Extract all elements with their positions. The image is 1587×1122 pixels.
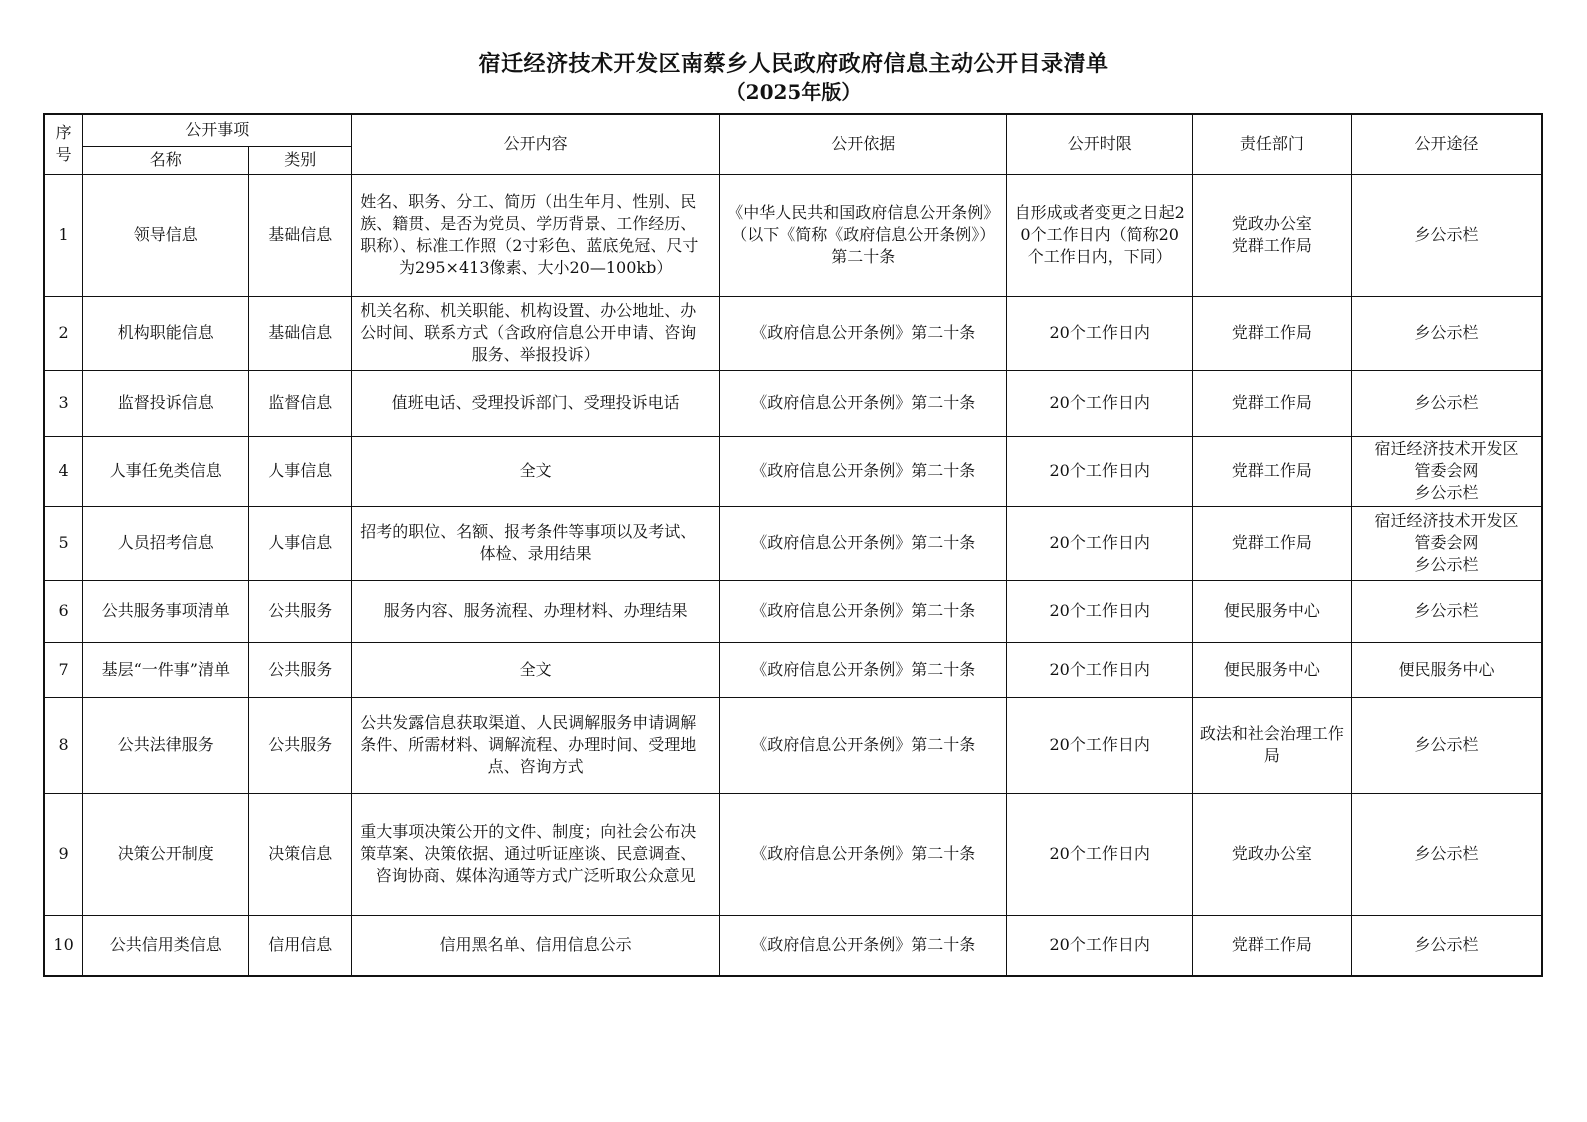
cell-category: 人事信息: [249, 436, 352, 506]
cell-time-limit: 20个工作日内: [1007, 370, 1192, 436]
table-row: [44, 506, 1542, 580]
cell-channel-line: 乡公示栏: [1414, 735, 1479, 754]
cell-name: 公共法律服务: [83, 697, 249, 793]
cell-time-limit: 20个工作日内: [1007, 296, 1192, 370]
table-row: [44, 915, 1542, 976]
cell-department: [1192, 506, 1351, 580]
table-body: [44, 174, 1542, 976]
cell-category: 人事信息: [249, 506, 352, 580]
disclosure-catalog-table: [43, 113, 1543, 977]
cell-department-line: 党群工作局: [1231, 533, 1312, 552]
cell-department: [1192, 642, 1351, 697]
cell-department: [1192, 793, 1351, 915]
cell-category: 决策信息: [249, 793, 352, 915]
table-row: [44, 697, 1542, 793]
cell-index: 7: [44, 642, 83, 697]
cell-time-limit: 20个工作日内: [1007, 642, 1192, 697]
cell-content: 公共发露信息获取渠道、人民调解服务申请调解条件、所需材料、调解流程、办理时间、受理地点、咨询方式: [352, 697, 720, 793]
cell-department: [1192, 697, 1351, 793]
table-row: [44, 436, 1542, 506]
cell-category: 基础信息: [249, 174, 352, 296]
cell-channel: [1351, 642, 1542, 697]
cell-category: 公共服务: [249, 697, 352, 793]
header-index: [44, 114, 83, 174]
cell-basis: 《政府信息公开条例》第二十条: [720, 370, 1007, 436]
cell-basis: 《政府信息公开条例》第二十条: [720, 697, 1007, 793]
cell-name: 决策公开制度: [83, 793, 249, 915]
table-row: [44, 793, 1542, 915]
cell-content: 值班电话、受理投诉部门、受理投诉电话: [352, 370, 720, 436]
cell-basis: 《政府信息公开条例》第二十条: [720, 436, 1007, 506]
cell-name: 机构职能信息: [83, 296, 249, 370]
header-department: 责任部门: [1192, 114, 1351, 174]
cell-index: 9: [44, 793, 83, 915]
cell-name: 公共服务事项清单: [83, 580, 249, 642]
cell-department: [1192, 370, 1351, 436]
cell-time-limit: 20个工作日内: [1007, 506, 1192, 580]
cell-channel-line: 乡公示栏: [1414, 483, 1479, 502]
cell-index: 4: [44, 436, 83, 506]
cell-channel-line: 乡公示栏: [1414, 844, 1479, 863]
cell-content: 重大事项决策公开的文件、制度；向社会公布决策草案、决策依据、通过听证座谈、民意调查、咨询协商、媒体沟通等方式广泛听取公众意见: [352, 793, 720, 915]
cell-department-line: 政法和社会治理工作局: [1199, 724, 1344, 765]
cell-channel-line: 乡公示栏: [1414, 935, 1479, 955]
table-row: [44, 580, 1542, 642]
cell-department-line: 党群工作局: [1231, 236, 1312, 255]
cell-time-limit: 20个工作日内: [1007, 697, 1192, 793]
cell-name: 领导信息: [83, 174, 249, 296]
cell-content: 全文: [352, 642, 720, 697]
cell-channel: [1351, 296, 1542, 370]
cell-department-line: 党群工作局: [1231, 393, 1312, 412]
cell-basis: 《政府信息公开条例》第二十条: [720, 580, 1007, 642]
cell-channel-line: 乡公示栏: [1414, 393, 1479, 412]
document-title: 宿迁经济技术开发区南蔡乡人民政府政府信息主动公开目录清单: [478, 51, 1109, 77]
cell-index: 5: [44, 506, 83, 580]
cell-index: 3: [44, 370, 83, 436]
header-channel: 公开途径: [1351, 114, 1542, 174]
cell-category: 监督信息: [249, 370, 352, 436]
cell-name: 公共信用类信息: [83, 915, 249, 976]
cell-time-limit: 20个工作日内: [1007, 915, 1192, 976]
cell-department-line: 党政办公室: [1231, 214, 1312, 233]
cell-channel: [1351, 580, 1542, 642]
header-time-limit: 公开时限: [1007, 114, 1192, 174]
cell-content: 招考的职位、名额、报考条件等事项以及考试、体检、录用结果: [352, 506, 720, 580]
cell-content: 信用黑名单、信用信息公示: [352, 915, 720, 976]
table-row: [44, 174, 1542, 296]
cell-index: 10: [44, 915, 83, 976]
header-content: 公开内容: [352, 114, 720, 174]
cell-department-line: 党政办公室: [1231, 844, 1312, 863]
cell-channel: [1351, 174, 1542, 296]
cell-channel-line: 乡公示栏: [1414, 601, 1479, 620]
table-row: [44, 642, 1542, 697]
cell-department: [1192, 915, 1351, 976]
cell-basis: 《政府信息公开条例》第二十条: [720, 642, 1007, 697]
cell-channel-line: 宿迁经济技术开发区: [1374, 439, 1519, 458]
cell-department-line: 党群工作局: [1231, 935, 1312, 955]
header-name: 名称: [83, 146, 249, 174]
cell-time-limit: 20个工作日内: [1007, 580, 1192, 642]
cell-channel: [1351, 915, 1542, 976]
cell-index: 6: [44, 580, 83, 642]
cell-index: 2: [44, 296, 83, 370]
cell-department-line: 党群工作局: [1231, 461, 1312, 480]
cell-department-line: 便民服务中心: [1223, 601, 1320, 620]
cell-department-line: 党群工作局: [1231, 323, 1312, 342]
cell-category: 基础信息: [249, 296, 352, 370]
document-subtitle: （2025年版）: [725, 80, 862, 104]
cell-index: 8: [44, 697, 83, 793]
cell-content: 机关名称、机关职能、机构设置、办公地址、办公时间、联系方式（含政府信息公开申请、咨询服务、举报投诉）: [352, 296, 720, 370]
cell-name: 人事任免类信息: [83, 436, 249, 506]
cell-channel-line: 便民服务中心: [1398, 659, 1495, 679]
cell-content: 服务内容、服务流程、办理材料、办理结果: [352, 580, 720, 642]
table-header: [44, 114, 1542, 174]
cell-category: 公共服务: [249, 642, 352, 697]
cell-basis: 《政府信息公开条例》第二十条: [720, 793, 1007, 915]
cell-basis: 《中华人民共和国政府信息公开条例》（以下《简称《政府信息公开条例》）第二十条: [720, 174, 1007, 296]
cell-channel: [1351, 793, 1542, 915]
cell-channel-line: 管委会网: [1414, 461, 1479, 480]
cell-time-limit: 20个工作日内: [1007, 793, 1192, 915]
cell-channel: [1351, 506, 1542, 580]
cell-department: [1192, 174, 1351, 296]
cell-channel-line: 乡公示栏: [1414, 225, 1479, 244]
cell-channel: [1351, 697, 1542, 793]
cell-department: [1192, 580, 1351, 642]
cell-department: [1192, 296, 1351, 370]
table-row: [44, 370, 1542, 436]
cell-channel-line: 管委会网: [1414, 533, 1479, 552]
cell-department-line: 便民服务中心: [1223, 659, 1320, 679]
header-index-label: 序号: [55, 123, 72, 165]
header-item-group: 公开事项: [83, 114, 352, 146]
cell-name: 监督投诉信息: [83, 370, 249, 436]
cell-channel: [1351, 436, 1542, 506]
cell-time-limit: 20个工作日内: [1007, 436, 1192, 506]
cell-channel: [1351, 370, 1542, 436]
cell-basis: 《政府信息公开条例》第二十条: [720, 506, 1007, 580]
cell-name: 基层“一件事”清单: [83, 642, 249, 697]
cell-basis: 《政府信息公开条例》第二十条: [720, 915, 1007, 976]
cell-channel-line: 乡公示栏: [1414, 323, 1479, 342]
table-row: [44, 296, 1542, 370]
cell-name: 人员招考信息: [83, 506, 249, 580]
cell-content: 姓名、职务、分工、简历（出生年月、性别、民族、籍贯、是否为党员、学历背景、工作经历、职称）、标准工作照（2寸彩色、蓝底免冠、尺寸为295×413像素、大小20—100kb）: [352, 174, 720, 296]
cell-category: 公共服务: [249, 580, 352, 642]
cell-basis: 《政府信息公开条例》第二十条: [720, 296, 1007, 370]
header-category: 类别: [249, 146, 352, 174]
cell-channel-line: 宿迁经济技术开发区: [1374, 511, 1519, 530]
cell-time-limit: 自形成或者变更之日起20个工作日内（简称20个工作日内，下同）: [1007, 174, 1192, 296]
cell-category: 信用信息: [249, 915, 352, 976]
cell-index: 1: [44, 174, 83, 296]
cell-department: [1192, 436, 1351, 506]
cell-content: 全文: [352, 436, 720, 506]
cell-channel-line: 乡公示栏: [1414, 555, 1479, 574]
header-basis: 公开依据: [720, 114, 1007, 174]
